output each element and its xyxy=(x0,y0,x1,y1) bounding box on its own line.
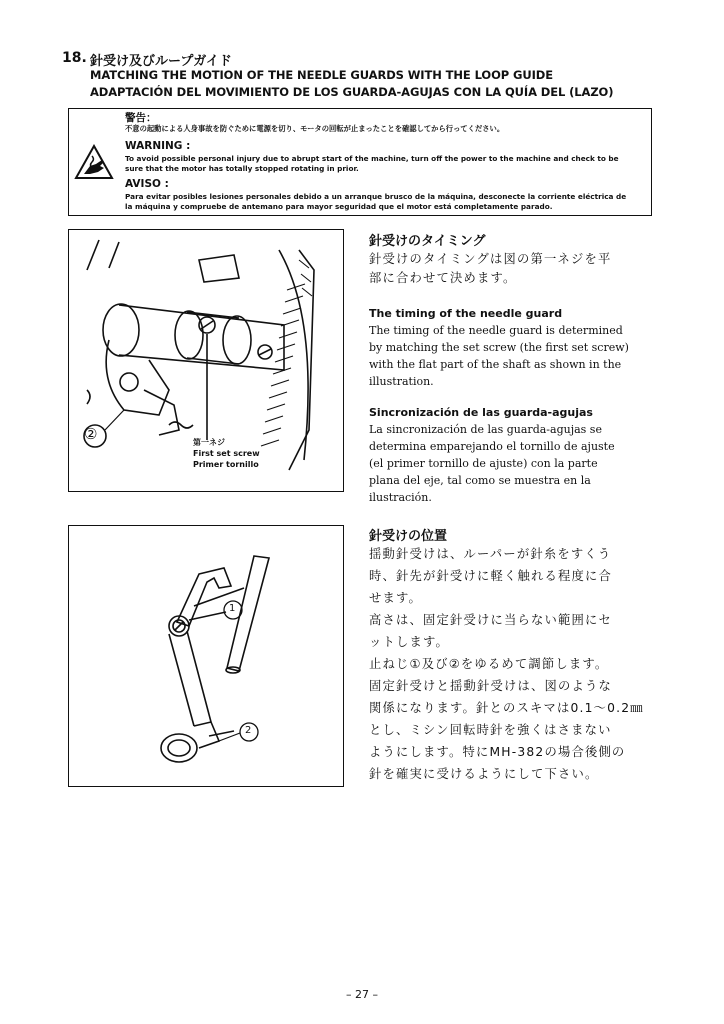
position-line-4: 高さは、固定針受けに当らない範囲にセ xyxy=(369,613,612,627)
position-line-8: 関係になります。針とのスキマは0.1～0.2㎜ xyxy=(369,701,644,715)
figure-needle-guard-timing xyxy=(68,229,344,492)
callout-1: 1 xyxy=(229,603,236,614)
warning-es-text-1: Para evitar posibles lesiones personales debido a un arranque brusco de la máquina, desconecte la corriente eléctrica de xyxy=(125,192,627,201)
callout-2b: 2 xyxy=(245,725,252,736)
page-number: – 27 – xyxy=(346,988,378,1001)
timing-heading-en: The timing of the needle guard xyxy=(369,307,563,320)
position-line-6: 止ねじ①及び②をゆるめて調節します。 xyxy=(369,657,609,671)
timing-jp-line1: 針受けのタイミングは図の第一ネジを平 xyxy=(369,252,612,266)
timing-en-line4: illustration. xyxy=(369,375,434,388)
warning-en-text-1: To avoid possible personal injury due to abrupt start of the machine, turn off the power to the machine and check to be xyxy=(125,154,619,163)
position-line-1: 揺動針受けは、ルーパーが針糸をすくう xyxy=(369,547,612,561)
warning-en-text-2: sure that the motor has totally stopped rotating in prior. xyxy=(125,164,359,173)
first-set-screw-label-es: Primer tornillo xyxy=(193,460,259,469)
timing-es-line5: ilustración. xyxy=(369,491,432,504)
timing-es-line1: La sincronización de las guarda-agujas se xyxy=(369,423,602,436)
first-set-screw-label-jp: 第一ネジ xyxy=(193,438,225,447)
warning-jp-heading: 警告： xyxy=(125,112,157,124)
timing-en-line2: by matching the set screw (the first set screw) xyxy=(369,341,629,354)
position-line-3: せます。 xyxy=(369,591,423,605)
warning-en-heading: WARNING : xyxy=(125,140,191,152)
timing-es-line4: plana del eje, tal como se muestra en la xyxy=(369,474,591,487)
needle-guard-illustration xyxy=(69,526,344,787)
section-title-en: MATCHING THE MOTION OF THE NEEDLE GUARDS WITH THE LOOP GUIDE xyxy=(90,68,553,82)
timing-heading-jp: 針受けのタイミング xyxy=(369,234,486,249)
hand-caution-icon xyxy=(74,144,114,180)
first-set-screw-label-en: First set screw xyxy=(193,449,260,458)
section-number: 18. xyxy=(62,50,87,66)
section-title-jp: 針受け及びループガイド xyxy=(90,54,232,69)
position-line-5: ットします。 xyxy=(369,635,449,649)
position-line-11: 針を確実に受けるようにして下さい。 xyxy=(369,767,599,781)
timing-en-line1: The timing of the needle guard is determined xyxy=(369,324,623,337)
warning-es-text-2: la máquina y compruebe de antemano para mayor seguridad que el motor está completamente parado. xyxy=(125,202,553,211)
timing-jp-line2: 部に合わせて決めます。 xyxy=(369,271,517,285)
warning-jp-text: 不意の起動による人身事故を防ぐために電源を切り、モータの回転が止まったことを確認してから行ってください。 xyxy=(125,124,505,133)
timing-es-line2: determina emparejando el tornillo de ajuste xyxy=(369,440,615,453)
position-line-7: 固定針受けと揺動針受けは、図のような xyxy=(369,679,612,693)
timing-heading-es: Sincronización de las guarda-agujas xyxy=(369,406,593,419)
warning-es-heading: AVISO : xyxy=(125,178,169,190)
figure-needle-guard-position xyxy=(68,525,344,787)
section-title-es: ADAPTACIÓN DEL MOVIMIENTO DE LOS GUARDA-AGUJAS CON LA QUÍA DEL (LAZO) xyxy=(90,85,614,99)
position-line-10: ようにします。特にMH-382の場合後側の xyxy=(369,745,626,759)
timing-es-line3: (el primer tornillo de ajuste) con la parte xyxy=(369,457,598,470)
callout-2: ② xyxy=(84,425,98,443)
position-heading-jp: 針受けの位置 xyxy=(369,529,448,544)
position-line-2: 時、針先が針受けに軽く触れる程度に合 xyxy=(369,569,612,583)
timing-en-line3: with the flat part of the shaft as shown in the xyxy=(369,358,622,371)
position-line-9: とし、ミシン回転時針を強くはさまない xyxy=(369,723,612,737)
